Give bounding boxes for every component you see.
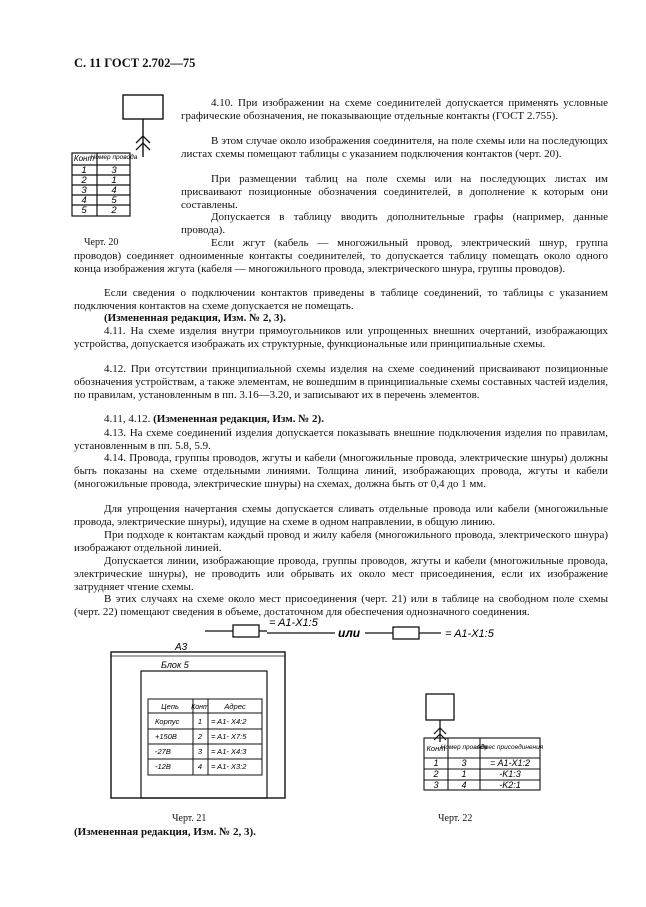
fig22-cell-wire: 3 (461, 758, 467, 768)
figure-20 (70, 93, 170, 243)
fig22-header-addr: Адрес присоединения (476, 744, 544, 751)
fig20-header-kont: Конт (73, 154, 95, 163)
fig21-cell-kont: 3 (197, 747, 203, 756)
para-4-11: 4.11. На схеме изделия внутри прямоугольников или упрощенных внешних очертаний, изображающих устройства, допускается изображать их структурные, функциональные или принципиальные схемы. (74, 325, 608, 350)
fig21-inner-label: Блок 5 (161, 660, 189, 670)
para-4-14e: В этих случаях на схеме около мест присоединения (черт. 21) или в таблице на свободном поле схемы (черт. 22) помещают сведения в объеме, достаточном для обеспечения однозначного соединения. (74, 593, 608, 618)
fig21-cell-addr: = A1- X4:3 (211, 747, 247, 756)
para-4-10e: Если жгут (кабель — многожильный провод, электрический шнур, группа проводов) соединяет одноименные контакты соединителей, то допускается таблицу помещать около одного конца изображения жгута (кабеля — многожильного провода, электрического шнура, группы проводов). (74, 237, 608, 275)
fig21-header-chain: Цепь (161, 702, 179, 711)
fig22-header-kont: Конт (426, 744, 446, 753)
fig22-cell-wire: 1 (461, 769, 467, 779)
fig22-cell-addr: = A1-X1:2 (490, 758, 530, 768)
fig22-caption: Черт. 22 (438, 813, 473, 824)
connector-box-22 (426, 694, 454, 720)
fig21-cell-addr: = A1- X4:2 (211, 717, 247, 726)
fig20-caption: Черт. 20 (84, 237, 119, 248)
fig21-cell-addr: = A1- X3:2 (211, 762, 247, 771)
fig21-cell-chain: +150В (155, 732, 177, 741)
fig20-cell-kont: 3 (81, 185, 87, 196)
fig22-cell-wire: 4 (461, 780, 467, 790)
fig21-header-kont: Конт (191, 704, 209, 711)
para-4-14c: При подходе к контактам каждый провод и жилу кабеля (многожильного провода, электрического шнура) изображают отдельной линией. (74, 529, 608, 554)
fig22-cell-addr: -K1:3 (499, 769, 521, 779)
para-4-10c: При размещении таблиц на поле схемы или на последующих листах им присваивают позиционные обозначения соединителей, в дополнение к которым они составлены. (181, 173, 608, 211)
fig22-cell-kont: 2 (433, 769, 439, 779)
fig21-header-addr: Адрес (224, 702, 246, 711)
edit-note-2 (74, 413, 608, 426)
figure-22 (420, 690, 560, 800)
fig21-label1: = A1-X1:5 (269, 617, 318, 629)
edit-note-2-text: (Измененная редакция, Изм. № 2). (153, 413, 324, 425)
fig22-header-wire: Номер провода (440, 744, 488, 751)
fig21-caption: Черт. 21 (172, 813, 207, 824)
page-header: С. 11 ГОСТ 2.702—75 (74, 56, 196, 70)
fig20-cell-wire: 2 (111, 205, 117, 216)
fig20-cell-wire: 5 (111, 195, 117, 206)
para-4-12: 4.12. При отсутствии принципиальной схемы изделия на схеме соединений присваивают позиционные обозначения устройствам, а также элементам, не вошедшим в принципиальные схемы составных частей изделия, по правилам, установленным в пп. 3.16—3.20, и записывают их в перечень элементов. (74, 363, 608, 401)
fig21-cell-chain: -27В (155, 747, 171, 756)
edit-note-3: (Измененная редакция, Изм. № 2, 3). (74, 826, 256, 838)
fig21-label2: = A1-X1:5 (445, 628, 494, 640)
fig20-cell-kont: 5 (81, 205, 87, 216)
para-4-10a: 4.10. При изображении на схеме соединителей допускается применять условные графические обозначения, не показывающие отдельные контакты (ГОСТ 2.755). (181, 97, 608, 122)
fig21-cell-kont: 4 (197, 762, 203, 771)
para-4-14d: Допускается линии, изображающие провода, группы проводов, жгуты и кабели (многожильные провода, электрические шнуры), не проводить или обрывать их около мест присоединения, если их изображение затрудняет чтение схемы. (74, 555, 608, 593)
edit-note-2-items: 4.11, 4.12. (104, 413, 151, 425)
fig20-cell-wire: 1 (111, 175, 117, 186)
para-4-10b: В этом случае около изображения соединителя, на поле схемы или на последующих листах схемы помещают таблицы с указанием подключения контактов (черт. 20). (181, 135, 608, 160)
fig20-cell-wire: 3 (111, 165, 117, 176)
fig20-cell-kont: 4 (81, 195, 87, 206)
edit-note-1: (Измененная редакция, Изм. № 2, 3). (104, 312, 286, 324)
fig21-cell-addr: = A1- X7:5 (211, 732, 247, 741)
para-4-10d: Допускается в таблицу вводить дополнительные графы (например, данные провода). (181, 211, 608, 236)
fig20-header-wire: Номер провода (90, 154, 138, 161)
fig21-cell-chain: Корпус (155, 717, 180, 726)
para-4-14a: 4.14. Провода, группы проводов, жгуты и кабели (многожильные провода, электрические шнуры) должны быть показаны на схеме отдельными линиями. Толщина линий, изображающих провода, жгуты и кабели (многожильные провода, электрические шнуры) на схемах, должна быть от 0,4 до 1 мм. (74, 452, 608, 490)
fig22-cell-kont: 1 (433, 758, 439, 768)
para-4-13: 4.13. На схеме соединений изделия допускается показывать внешние подключения изделия по правилам, установленным в пп. 5.8, 5.9. (74, 427, 608, 452)
fig20-cell-wire: 4 (111, 185, 117, 196)
fig21-cell-chain: -12В (155, 762, 171, 771)
fig20-cell-kont: 2 (81, 175, 87, 186)
fig21-or: или (338, 626, 361, 640)
para-4-14b: Для упрощения начертания схемы допускается сливать отдельные провода или кабели (многожильные провода, электрические шнуры), идущие на схеме в одном направлении, в общую линию. (74, 503, 608, 528)
wire-tag-2 (393, 627, 419, 639)
fig21-cell-kont: 1 (197, 717, 203, 726)
connector-box (123, 95, 163, 119)
fig22-rows (432, 758, 529, 790)
fig20-rows (80, 165, 117, 216)
fig21-cell-kont: 2 (197, 732, 203, 741)
fig21-outer-label: А3 (175, 642, 188, 653)
fig22-cell-kont: 3 (433, 780, 439, 790)
para-4-10f: Если сведения о подключении контактов приведены в таблице соединений, то таблицы с указанием подключения контактов на схеме допускается не помещать. (74, 287, 608, 312)
wire-tag-1 (233, 625, 259, 637)
fig22-cell-addr: -K2:1 (499, 780, 521, 790)
fig20-cell-kont: 1 (81, 165, 87, 176)
